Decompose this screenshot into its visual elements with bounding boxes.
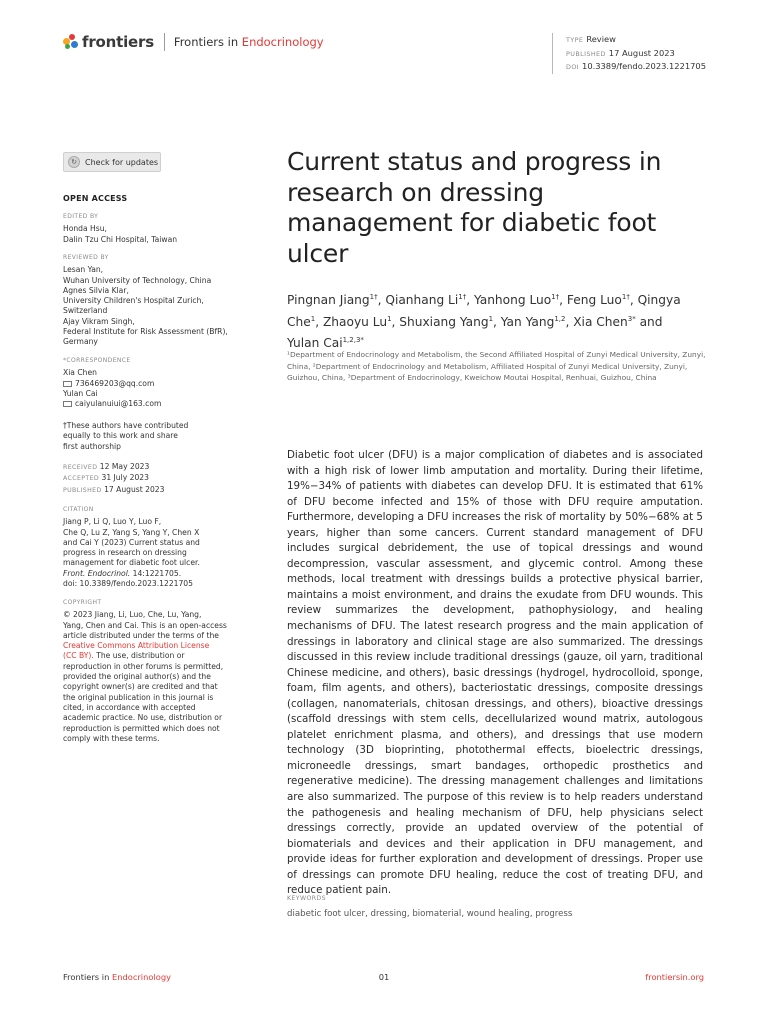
meta-published [566,47,706,61]
correspondent-name: Yulan Cai [63,388,98,398]
citation-block [63,505,243,589]
keywords-label: KEYWORDS [287,895,326,902]
received-date [63,462,243,473]
meta-published-value: 17 August 2023 [608,47,675,58]
note-line: equally to this work and share [63,431,178,441]
reviewed-by-label: REVIEWED BY [63,254,109,261]
journal-name[interactable] [174,35,324,49]
citation-line: Jiang P, Li Q, Luo Y, Luo F, [63,517,162,527]
author-separator: , [559,293,567,308]
published-date [63,485,243,496]
journal-prefix: Frontiers in [173,35,239,49]
article-title: Current status and progress in research on dressing management for diabetic foot ulcer [287,147,662,268]
check-updates-label: Check for updates [85,157,159,167]
frontiers-logo[interactable] [63,33,324,51]
reviewer-line: Ajay Vikram Singh, [63,316,135,326]
citation-volume: 14:1221705. [130,568,182,578]
author-name[interactable]: Qianhang Li [385,293,459,308]
license-after: The use, distribution or [93,651,185,661]
author-affiliation-mark: 1† [369,293,378,301]
citation-line: progress in research on dressing [63,548,187,558]
author-affiliation-mark: 1,2,3* [342,336,364,345]
meta-type-label: TYPE [566,36,584,44]
email-address[interactable]: caiyulanuiui@163.com [75,399,162,409]
footer-journal-prefix: Frontiers in [63,972,110,982]
copyright-line: comply with these terms. [63,733,160,743]
author-name[interactable]: Zhaoyu Lu [322,314,388,329]
editor-affiliation: Dalin Tzu Chi Hospital, Taiwan [63,234,178,244]
author-affiliation-mark: 1† [551,293,560,301]
author-name[interactable]: Yanhong Luo [473,293,552,308]
author-name[interactable]: Qingya Che [287,293,681,329]
meta-doi [566,60,706,74]
envelope-icon [63,401,72,407]
copyright-line: provided the original author(s) and the [63,672,211,682]
keywords: diabetic foot ulcer, dressing, biomaterial, wound healing, progress [287,909,573,919]
reviewer-line: Switzerland [63,306,108,316]
author-separator: , [629,293,638,308]
received-label: RECEIVED [63,464,98,471]
copyright-line: academic practice. No use, distribution or [63,713,223,723]
envelope-icon [63,381,72,387]
author-affiliation-mark: 1,2 [554,314,566,323]
reviewer-line: Federal Institute for Risk Assessment (BfR), [63,327,228,337]
license-line [63,651,243,661]
article-meta [552,33,706,74]
copyright-line: cited, in accordance with accepted [63,702,196,712]
reviewer-line: Agnes Silvia Klar, [63,285,129,295]
brand-name: frontiers [82,33,154,51]
author-name[interactable]: Xia Chen [573,314,628,329]
citation-line: management for diabetic foot ulcer. [63,558,200,568]
abstract: Diabetic foot ulcer (DFU) is a major complication of diabetes and is associated with a high risk of lower limb amputation and mortality. During their lifetime, 19%−34% of patients with diabetes can develop DFU. It is estimated that 61% of DFU become infected and 15% of those with DFU require amputation. Furthermore, developing a DFU increases the risk of mortality by 50%−68% at 5 years, higher than some cancers. Current standard management of DFU includes surgical debridement, the use of topical dressings and wound decompression, vascular assessment, and glycemic control. Among these methods, local treatment with dressings builds a protective physical barrier, maintains a moist environment, and drains the exudate from DFU wounds. This review summarizes the development, pathophysiology, and healing mechanisms of DFU. The latest research progress and the main application of dressings in laboratory and clinical stage are also summarized. The dressings discussed in this review include traditional dressings (gauze, oil yarn, traditional Chinese medicine, and others), basic dressings (hydrogel, hydrocolloid, sponge, foam, film agents, and others), bacteriostatic dressings, composite dressings (collagen, nanomaterials, chitosan dressings, and others), bioactive dressings (scaffold dressings with stem cells, decellularized wound matrix, autologous platelet enrichment plasma, and others), and dressings that use modern technology (3D bioprinting, photothermal effects, bioelectric dressings, microneedle dressings, smart bandages, orthopedic prosthetics and regenerative medicine). The dressing management challenges and limitations are also summarized. The purpose of this review is to help readers understand the pathogenesis and healing mechanism of DFU, help physicians select dressings correctly, provide an updated overview of the potential of biomaterials and devices and their application in DFU management, and provide ideas for further exploration and development of dressings. Proper use of dressings can promote DFU healing, reduce the cost of treating DFU, and reduce patient pain. [287,449,703,897]
journal-accent: Endocrinology [241,35,324,49]
author-separator: , [391,314,400,329]
meta-doi-value[interactable]: 10.3389/fendo.2023.1221705 [582,61,706,72]
author-name[interactable]: Pingnan Jiang [287,293,370,308]
author-separator: , [315,314,323,329]
editor-name: Honda Hsu, [63,224,107,234]
reviewer-line: University Children's Hospital Zurich, [63,296,204,306]
edited-by-label: EDITED BY [63,213,99,220]
citation-line: Che Q, Lu Z, Yang S, Yang Y, Chen X [63,527,200,537]
license-link[interactable]: Creative Commons Attribution License [63,641,210,651]
license-link-cc[interactable]: (CC BY). [63,651,94,661]
meta-published-label: PUBLISHED [566,49,606,58]
footer-journal[interactable] [63,972,171,982]
open-access-text: OPEN ACCESS [63,194,128,203]
author-affiliation-mark: 1 [387,314,392,323]
copyright-label: COPYRIGHT [63,599,102,606]
affiliations: ¹Department of Endocrinology and Metabolism, the Second Affiliated Hospital of Zunyi Medical University, Zunyi, China, ²Department of Endocrinology and Metabolism, Affiliated Hospital of Zunyi Medical University, Zunyi, Guizhou, China, ³Department of Endocrinology, Kweichow Moutai Hospital, Renhuai, Guizhou, China [287,350,706,383]
author-affiliation-mark: 1 [488,314,494,323]
check-updates-button[interactable] [63,152,161,172]
citation-journal-line [63,569,243,579]
correspondence-label: *CORRESPONDENCE [63,357,131,364]
citation-journal: Front. Endocrinol. [63,568,131,578]
published-label: PUBLISHED [63,486,102,494]
author-separator: and [635,314,663,329]
accepted-date [63,473,243,484]
copyright-line: © 2023 Jiang, Li, Luo, Che, Lu, Yang, [63,610,202,620]
author-affiliation-mark: 1† [621,293,630,301]
accepted-label: ACCEPTED [63,475,100,483]
copyright-line: reproduction is permitted which does not [63,723,220,733]
dates-block [63,462,243,496]
equal-contribution-note [63,421,243,452]
copyright-line: copyright owner(s) are credited and that [63,682,218,692]
citation-line: and Cai Y (2023) Current status and [63,537,200,547]
reviewer-line: Lesan Yan, [63,265,104,275]
correspondence-block [63,356,243,409]
frontiers-logo-icon [63,34,79,50]
author-affiliation-mark: 1 [310,314,316,323]
author-separator: , [466,293,474,308]
received-value: 12 May 2023 [99,462,150,471]
author-separator: , [377,293,386,308]
meta-doi-label: DOI [566,63,580,72]
page-number: 01 [378,972,390,982]
open-access-label [63,194,243,204]
author-separator: , [493,314,501,329]
footer-site-link[interactable]: frontiersin.org [645,972,704,982]
citation-doi[interactable]: doi: 10.3389/fendo.2023.1221705 [63,579,193,589]
author-name[interactable]: Shuxiang Yang [399,314,489,329]
author-name[interactable]: Yulan Cai [287,336,343,351]
reviewer-line: Wuhan University of Technology, China [63,275,212,285]
email-address[interactable]: 736469203@qq.com [75,378,155,388]
correspondent-email[interactable] [63,399,243,409]
author-name[interactable]: Feng Luo [566,293,622,308]
reviewer-line: Germany [63,337,98,347]
author-affiliation-mark: 1† [458,293,467,301]
copyright-line: the original publication in this journal is [63,692,214,702]
accepted-value: 31 July 2023 [101,473,149,483]
correspondent-email[interactable] [63,379,243,389]
copyright-line: reproduction in other forums is permitted, [63,661,224,671]
copyright-line: Yang, Chen and Cai. This is an open-access [63,620,227,630]
refresh-icon: ↻ [68,156,80,168]
author-separator: , [565,314,574,329]
footer-journal-accent: Endocrinology [111,972,171,982]
note-line: †These authors have contributed [63,421,189,430]
meta-type [566,33,706,47]
edited-by-block [63,212,243,245]
correspondent-name: Xia Chen [63,368,97,378]
note-line: first authorship [63,441,121,451]
meta-type-value: Review [586,34,616,44]
citation-label: CITATION [63,506,94,513]
copyright-line: article distributed under the terms of the [63,630,219,640]
author-name[interactable]: Yan Yang [500,314,555,329]
author-list [287,288,687,353]
header-divider [164,33,165,51]
published-value: 17 August 2023 [104,484,165,494]
author-affiliation-mark: 3* [627,314,636,323]
reviewed-by-block [63,253,243,348]
copyright-block [63,598,243,744]
